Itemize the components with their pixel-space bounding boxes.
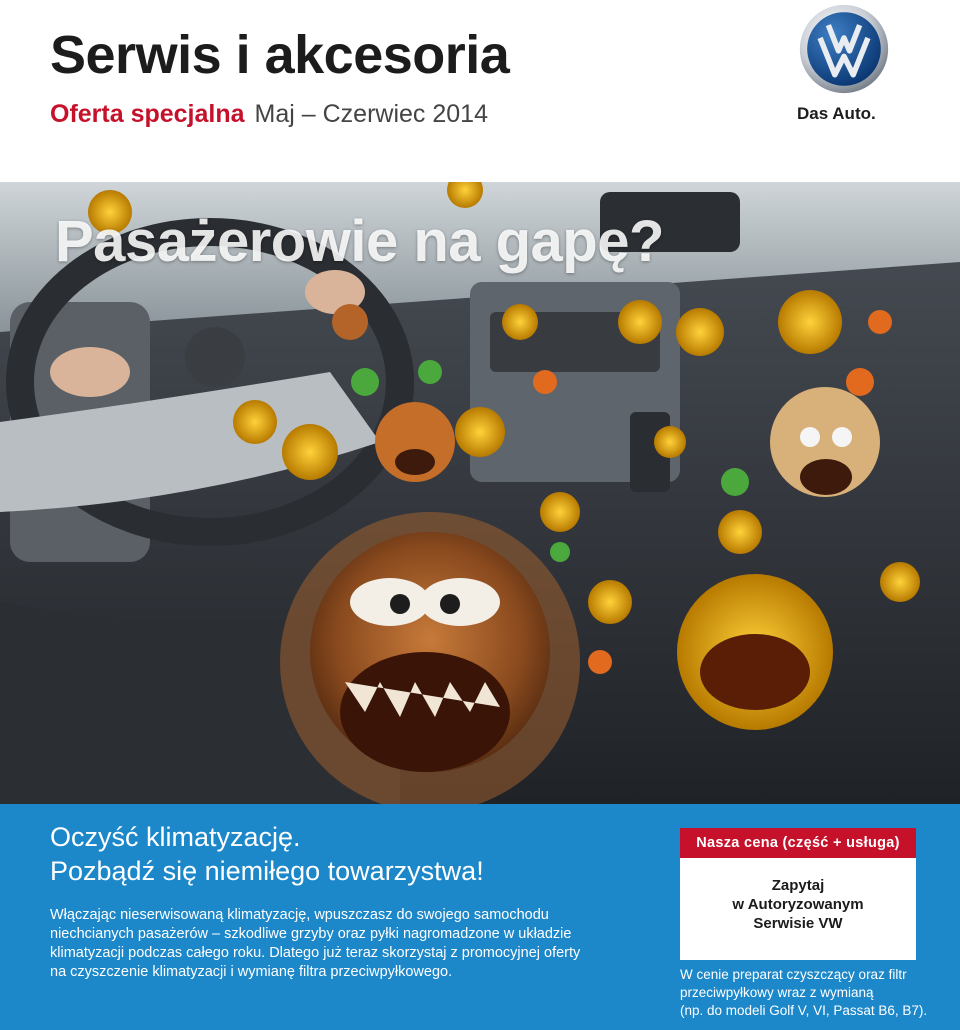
promo-body-line: na czyszczenie klimatyzacji i wymianę filtra przeciwpyłkowego. [50,964,453,980]
promo-heading-line1: Oczyść klimatyzację. [50,822,301,852]
promo-body-line: niechcianych pasażerów – szkodliwe grzyby oraz pyłki nagromadzone w układzie [50,926,572,942]
offer-label: Oferta specjalna [50,100,245,128]
promo-body-line: Włączając nieserwisowaną klimatyzację, wpuszczasz do swojego samochodu [50,907,549,923]
price-note-line: (np. do modeli Golf V, VI, Passat B6, B7). [680,1003,928,1018]
brand-tagline: Das Auto. [797,104,876,123]
price-note-line: W cenie preparat czyszczący oraz filtr [680,967,907,982]
promo-body-line: klimatyzacji podczas całego roku. Dlatego już teraz skorzystaj z promocyjnej oferty [50,945,581,961]
vw-logo-icon [798,3,890,95]
hero-headline: Pasażerowie na gapę? [55,209,664,274]
offer-period: Maj – Czerwiec 2014 [254,100,488,128]
hero-image [0,182,960,804]
price-note-line: przeciwpyłkowy wraz z wymianą [680,985,874,1000]
price-line: Serwisie VW [753,915,843,932]
price-line: Zapytaj [771,877,825,894]
price-note [680,966,950,1020]
price-line: w Autoryzowanym [732,896,864,913]
car-interior-illustration [0,182,960,804]
price-header: Nasza cena (część + usługa) [680,828,916,858]
promo-heading-line2: Pozbądź się niemiłego towarzystwa! [50,856,484,886]
price-body [680,858,916,933]
promo-body [50,906,650,982]
price-box [680,828,916,960]
subtitle [50,100,488,129]
page-title: Serwis i akcesoria [50,25,510,85]
page-header [0,0,960,182]
